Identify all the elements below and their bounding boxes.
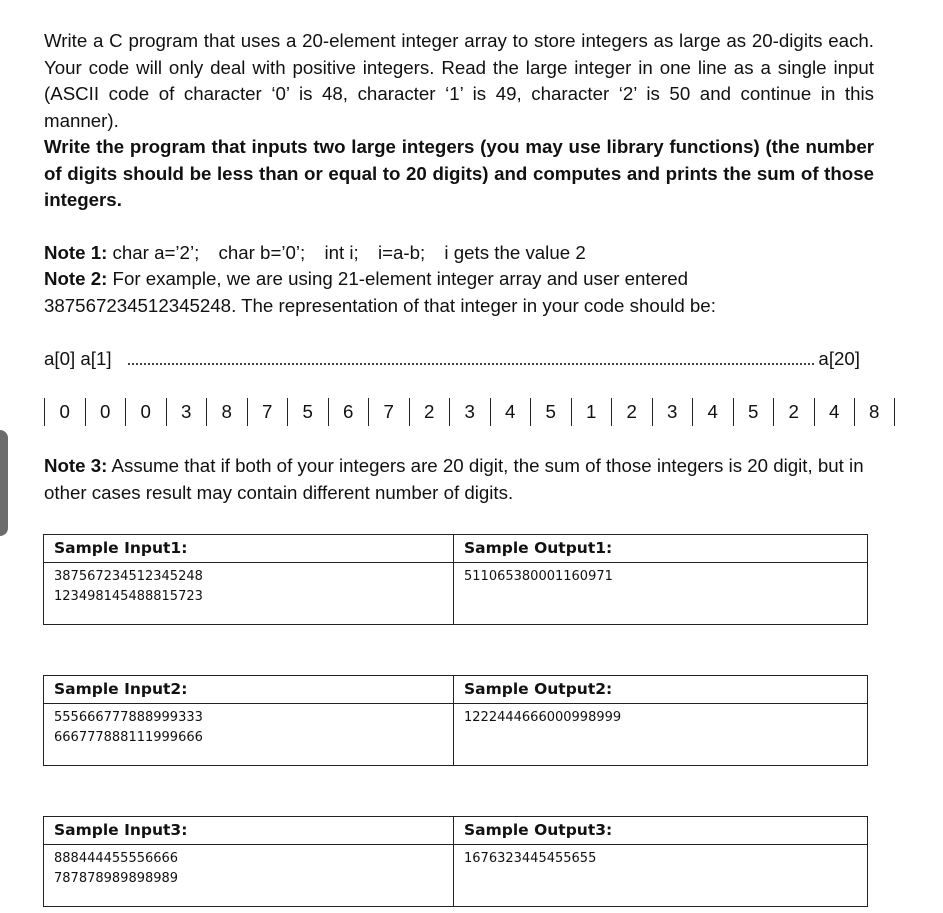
array-digit-cell: 7 bbox=[368, 398, 409, 426]
sample-output-value: 1676323445455655 bbox=[454, 845, 868, 907]
sample-output-value: 511065380001160971 bbox=[454, 563, 868, 625]
sample-input-header: Sample Input2: bbox=[44, 676, 454, 704]
array-index-end: a[20] bbox=[818, 348, 860, 369]
array-digit-cell: 0 bbox=[85, 398, 126, 426]
array-digit-cell: 3 bbox=[652, 398, 693, 426]
array-digit-cell: 7 bbox=[247, 398, 288, 426]
note-2-text: For example, we are using 21-element integer array and user entered bbox=[112, 268, 689, 289]
note-1-part: i=a-b; bbox=[377, 241, 426, 263]
array-digit-cell: 5 bbox=[733, 398, 774, 426]
note-1-part: int i; bbox=[324, 241, 359, 263]
note-3-text: Assume that if both of your integers are 20 digit, the sum of those integers is 20 digit, but in other cases result may contain different number of digits. bbox=[44, 455, 864, 503]
sample-input-values bbox=[44, 563, 454, 625]
array-index-dots bbox=[128, 347, 815, 365]
note-3-label: Note 3: bbox=[44, 455, 108, 476]
array-digit-cell: 1 bbox=[571, 398, 612, 426]
note-2 bbox=[44, 266, 874, 293]
array-digit-cell: 3 bbox=[449, 398, 490, 426]
note-2-label: Note 2: bbox=[44, 268, 108, 289]
array-digit-cell: 2 bbox=[409, 398, 450, 426]
array-digit-cell: 8 bbox=[206, 398, 247, 426]
sample-input-header: Sample Input3: bbox=[44, 817, 454, 845]
note-1-part: char b=’0’; bbox=[218, 241, 306, 263]
sample-input-value: 787878989898989 bbox=[54, 870, 179, 886]
sample-output-value: 1222444666000998999 bbox=[454, 704, 868, 766]
sample-output-header: Sample Output3: bbox=[454, 817, 868, 845]
sample-output-header: Sample Output1: bbox=[454, 535, 868, 563]
sample-input-values bbox=[44, 845, 454, 907]
problem-statement bbox=[44, 28, 874, 319]
note-3 bbox=[44, 453, 874, 506]
array-digit-cell: 6 bbox=[328, 398, 369, 426]
array-digit-cell: 0 bbox=[125, 398, 166, 426]
array-index-row bbox=[44, 345, 860, 373]
note-1-label: Note 1: bbox=[44, 241, 108, 263]
note-2-continued: 387567234512345248. The representation of that integer in your code should be: bbox=[44, 294, 716, 316]
note-1 bbox=[44, 240, 874, 267]
sample-table-3 bbox=[43, 816, 868, 907]
array-index-start: a[0] a[1] bbox=[44, 348, 112, 369]
array-digit-cell: 5 bbox=[287, 398, 328, 426]
array-digit-cell: 0 bbox=[44, 398, 85, 426]
sample-input-value: 555666777888999333 bbox=[54, 710, 203, 725]
sample-input-value: 888444455556666 bbox=[54, 851, 179, 866]
sample-input-value: 387567234512345248 bbox=[54, 569, 203, 584]
note-1-part: i gets the value 2 bbox=[444, 241, 586, 263]
note-1-part: char a=’2’; bbox=[112, 241, 200, 263]
array-digit-cell: 5 bbox=[530, 398, 571, 426]
intro-paragraph: Write a C program that uses a 20-element integer array to store integers as large as 20-digits each. Your code will only deal with positive integers. Read the large integer in one line as a single input (ASCII code of character ‘0’ is 48, character ‘1’ is 49, character ‘2’ is 50 and continue in this manner). bbox=[44, 30, 874, 131]
array-digit-cell: 4 bbox=[490, 398, 531, 426]
sample-output-header: Sample Output2: bbox=[454, 676, 868, 704]
sample-input-value: 666777888111999666 bbox=[54, 729, 203, 745]
array-digit-cell: 4 bbox=[692, 398, 733, 426]
array-digit-cell: 2 bbox=[773, 398, 814, 426]
sample-table-2 bbox=[43, 675, 868, 766]
array-digit-cell: 2 bbox=[611, 398, 652, 426]
sample-table-1 bbox=[43, 534, 868, 625]
array-digit-cell: 3 bbox=[166, 398, 207, 426]
array-digit-cell: 4 bbox=[814, 398, 855, 426]
sample-input-value: 123498145488815723 bbox=[54, 588, 203, 604]
array-digit-cell: 8 bbox=[854, 398, 895, 426]
page-edge-tab bbox=[0, 430, 8, 536]
notes-section bbox=[44, 240, 874, 320]
task-paragraph: Write the program that inputs two large integers (you may use library functions) (the number of digits should be less than or equal to 20 digits) and computes and prints the sum of those integers. bbox=[44, 136, 874, 210]
array-digit-row bbox=[44, 398, 895, 426]
sample-input-header: Sample Input1: bbox=[44, 535, 454, 563]
sample-input-values bbox=[44, 704, 454, 766]
